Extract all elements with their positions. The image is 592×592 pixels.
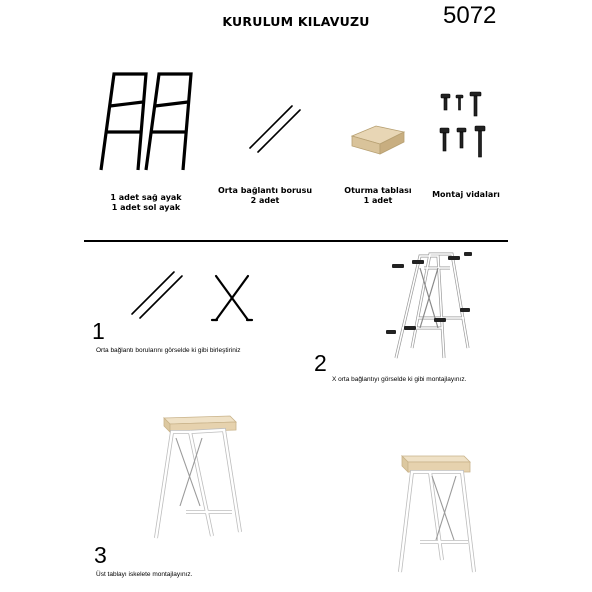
part-seat-line2: 1 adet bbox=[363, 196, 393, 205]
product-code: 5072 bbox=[443, 2, 497, 29]
step3-stool-left-illustration bbox=[150, 410, 246, 546]
step-2-caption: X orta bağlantıyı görselde ki gibi montajlayınız. bbox=[332, 376, 467, 383]
step-1-caption: Orta bağlantı borularını görselde ki gibi birleştiriniz bbox=[96, 347, 241, 354]
step-1-number: 1 bbox=[92, 318, 105, 344]
step1-tubes-illustration bbox=[128, 266, 192, 322]
page-title: KURULUM KILAVUZU bbox=[222, 14, 370, 29]
part-screws-label bbox=[424, 190, 508, 200]
part-seat-label bbox=[328, 186, 428, 206]
step1-x-illustration bbox=[210, 272, 254, 324]
part-tubes-label bbox=[210, 186, 320, 206]
tubes-illustration bbox=[246, 100, 306, 156]
part-legs-line1: 1 adet sağ ayak bbox=[110, 193, 182, 202]
step3-stool-right-illustration bbox=[396, 448, 480, 580]
part-tubes-line1: Orta bağlantı borusu bbox=[217, 186, 313, 195]
legs-illustration bbox=[96, 66, 206, 178]
section-divider bbox=[84, 240, 508, 242]
part-legs-label bbox=[86, 193, 206, 213]
step2-frame-illustration bbox=[384, 244, 480, 366]
screws-illustration bbox=[436, 90, 492, 162]
part-legs-line2: 1 adet sol ayak bbox=[111, 203, 181, 212]
part-screws-line1: Montaj vidaları bbox=[432, 190, 500, 199]
step-3-caption: Üst tablayı iskelete montajlayınız. bbox=[96, 571, 193, 578]
part-seat-line1: Oturma tablası bbox=[344, 186, 412, 195]
step-3-number: 3 bbox=[94, 542, 107, 568]
step-2-number: 2 bbox=[314, 350, 327, 376]
seat-board-illustration bbox=[350, 124, 406, 158]
part-tubes-line2: 2 adet bbox=[250, 196, 280, 205]
